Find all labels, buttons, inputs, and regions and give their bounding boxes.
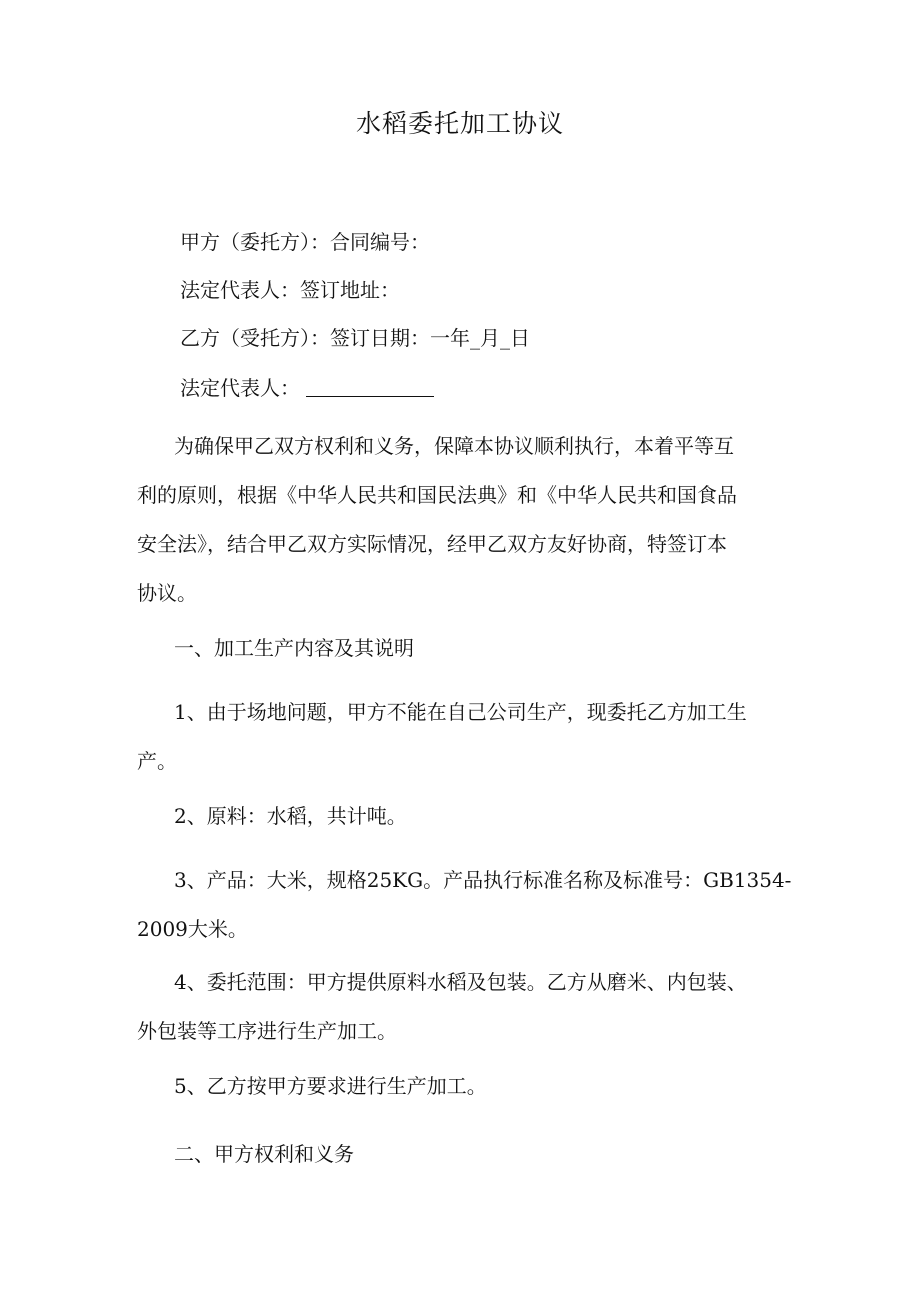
- party-b-line: 乙方（受托方）：签订日期：一年_月_日: [180, 326, 530, 350]
- legal-rep-b-label: 法定代表人：: [180, 376, 300, 400]
- legal-rep-b-line: [180, 372, 434, 404]
- legal-rep-a-line: 法定代表人：签订地址：: [180, 278, 400, 302]
- preamble-line: 协议。: [137, 581, 197, 605]
- item-line: 4、委托范围：甲方提供原料水稻及包装。乙方从磨米、内包装、: [174, 970, 747, 994]
- section1-heading: 一、加工生产内容及其说明: [174, 636, 414, 660]
- section1-item3: [137, 856, 797, 954]
- signature-blank: [306, 374, 434, 397]
- item-line: 3、产品：大米，规格25KG。产品执行标准名称及标准号：GB1354-: [174, 868, 792, 892]
- party-a-line: 甲方（委托方）：合同编号：: [180, 230, 430, 254]
- item-line: 2009大米。: [137, 917, 248, 941]
- section1-item2: 2、原料：水稻，共计吨。: [174, 804, 407, 828]
- preamble-line: 为确保甲乙双方权利和义务，保障本协议顺利执行，本着平等互: [174, 434, 734, 458]
- preamble-paragraph: [137, 422, 797, 618]
- section1-item4: [137, 958, 797, 1056]
- section1-item5: 5、乙方按甲方要求进行生产加工。: [174, 1074, 487, 1098]
- document-title: 水稻委托加工协议: [355, 109, 564, 138]
- item-line: 1、由于场地问题，甲方不能在自己公司生产，现委托乙方加工生: [174, 700, 747, 724]
- item-line: 外包装等工序进行生产加工。: [137, 1019, 397, 1043]
- preamble-line: 安全法》，结合甲乙双方实际情况，经甲乙双方友好协商，特签订本: [137, 532, 727, 556]
- section1-item1: [137, 688, 797, 786]
- preamble-line: 利的原则，根据《中华人民共和国民法典》和《中华人民共和国食品: [137, 483, 737, 507]
- section2-heading: 二、甲方权利和义务: [174, 1142, 354, 1166]
- item-line: 产。: [137, 749, 177, 773]
